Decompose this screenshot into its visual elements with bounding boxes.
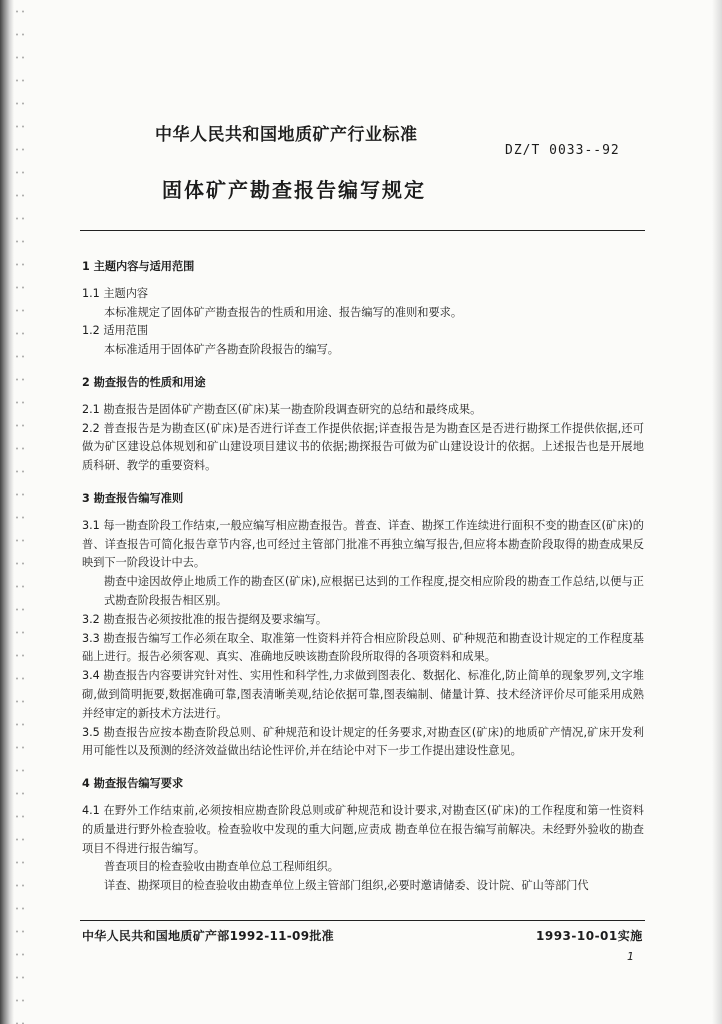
paragraph: 3.2 勘查报告必须按批准的报告提纲及要求编写。 xyxy=(82,612,328,626)
paragraph: 勘查中途因故停止地质工作的勘查区(矿床),应根据已达到的工作程度,提交相应阶段的勘查工作总结,以便与正式勘查阶段报告相区别。 xyxy=(104,575,644,607)
paragraph: 3.3 勘查报告编写工作必须在取全、取准第一性资料并符合相应阶段总则、矿种规范和勘查设计规定的工作程度基础上进行。报告必须客观、真实、准确地反映该勘查阶段所取得的各项资料和成果。 xyxy=(82,631,644,664)
footer-rule xyxy=(80,920,645,921)
paragraph: 本标准适用于固体矿产各勘查阶段报告的编写。 xyxy=(104,343,339,357)
section-heading: 3 勘查报告编写准则 xyxy=(82,491,184,505)
scan-right-edge xyxy=(712,0,722,1024)
section-heading: 1 主题内容与适用范围 xyxy=(82,260,195,273)
paragraph: 普查项目的检查验收由勘查单位总工程师组织。 xyxy=(104,860,339,874)
standard-title: 中华人民共和国地质矿产行业标准 xyxy=(155,125,418,145)
paragraph: 2.2 普查报告是为勘查区(矿床)是否进行详查工作提供依据;详查报告是为勘查区是否进行勘探工作提供依据,还可做为矿区建设总体规划和矿山建设项目建议书的依据;勘探报告可做为矿山建设设计的依据。上述报告也是开展地质科研、教学的重要资料。 xyxy=(82,421,644,473)
section-heading: 4 勘查报告编写要求 xyxy=(82,777,184,791)
paragraph: 本标准规定了固体矿产勘查报告的性质和用途、报告编写的准则和要求。 xyxy=(104,305,463,319)
section-heading: 2 勘查报告的性质和用途 xyxy=(82,375,206,389)
paragraph: 3.4 勘查报告内容要讲究针对性、实用性和科学性,力求做到图表化、数据化、标准化,防止简单的现象罗列,文字堆砌,做到简明扼要,数据准确可靠,图表清晰美观,结论依据可靠,图表编制、储量计算、技术经济评价尽可能采用成熟并经审定的新技术方法进行。 xyxy=(82,669,644,720)
document-body xyxy=(82,258,644,896)
scan-edge-shadow xyxy=(0,0,14,1024)
page-number: 1 xyxy=(627,950,634,963)
implementation-date: 1993-10-01实施 xyxy=(536,929,643,943)
approval-date: 中华人民共和国地质矿产部1992-11-09批准 xyxy=(82,929,334,943)
standard-code: DZ/T 0033--92 xyxy=(505,143,620,158)
paragraph: 1.1 主题内容 xyxy=(82,286,149,300)
paragraph: 4.1 在野外工作结束前,必须按相应勘查阶段总则或矿种规范和设计要求,对勘查区(矿床)的工作程度和第一性资料的质量进行野外检查验收。检查验收中发现的重大问题,应责成 勘查单位在报告编写前解决。未经野外验收的勘查项目不得进行报告编写。 xyxy=(82,803,644,855)
paragraph: 1.2 适用范围 xyxy=(82,324,149,338)
paragraph: 详查、勘探项目的检查验收由勘查单位上级主管部门组织,必要时邀请储委、设计院、矿山等部门代 xyxy=(104,879,589,893)
header-rule xyxy=(80,230,645,231)
paragraph: 3.5 勘查报告应按本勘查阶段总则、矿种规范和设计规定的任务要求,对勘查区(矿床)的地质矿产情况,矿床开发利用可能性以及预测的经济效益做出结论性评价,并在结论中对下一步工作提出建设性意见。 xyxy=(82,725,644,758)
paragraph: 3.1 每一勘查阶段工作结束,一般应编写相应勘查报告。普查、详查、勘探工作连续进行面积不变的勘查区(矿床)的普、详查报告可简化报告章节内容,也可经过主管部门批准不再独立编写报告,但应将本勘查阶段取得的勘查成果反映到下一阶段设计中去。 xyxy=(82,518,644,570)
paragraph: 2.1 勘查报告是固体矿产勘查区(矿床)某一勘查阶段调查研究的总结和最终成果。 xyxy=(82,402,482,416)
document-title: 固体矿产勘查报告编写规定 xyxy=(162,178,426,202)
scan-edge-noise xyxy=(14,0,28,1024)
